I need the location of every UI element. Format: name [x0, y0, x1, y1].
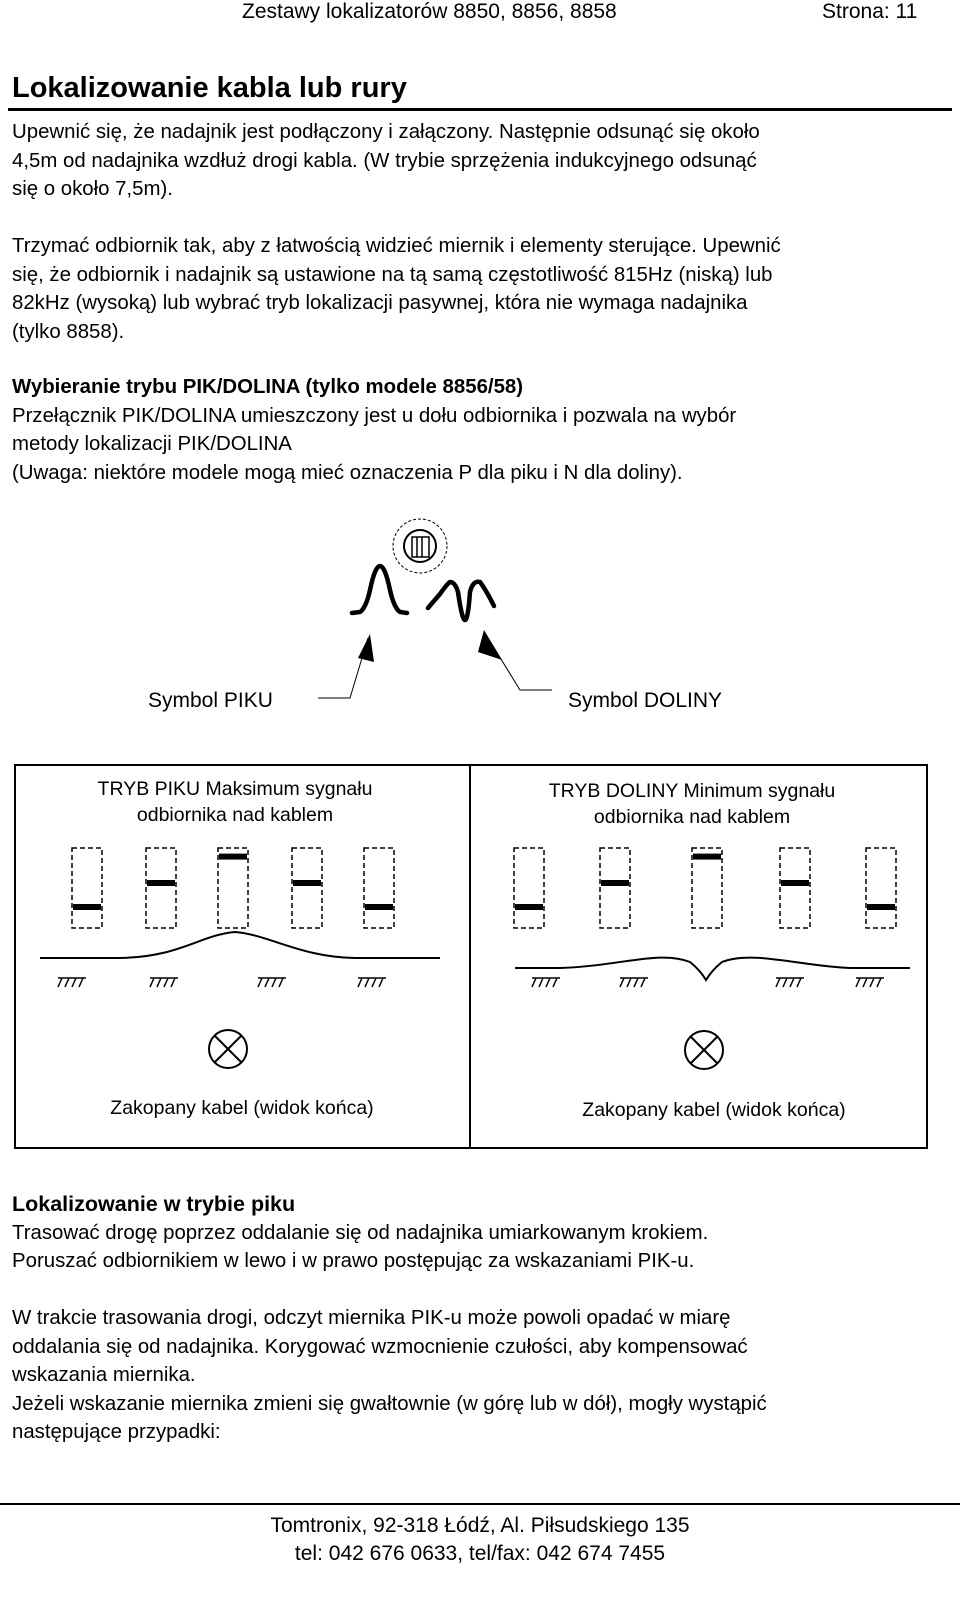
mode-select-heading: Wybieranie trybu PIK/DOLINA (tylko modele 8856/58): [12, 376, 524, 398]
text-line: Trasować drogę poprzez oddalanie się od nadajnika umiarkowanym krokiem.: [12, 1221, 709, 1244]
ground-tick: [258, 978, 262, 987]
ground-tick: [379, 978, 383, 987]
ground-tick: [539, 978, 543, 987]
peak-meter-readings: [72, 848, 394, 928]
ground-tick: [634, 978, 638, 987]
valley-symbol-pointer: [478, 630, 552, 690]
meter-gauge: [146, 848, 176, 928]
ground-tick: [856, 978, 860, 987]
valley-panel-title-line2: odbiornika nad kablem: [593, 806, 791, 828]
peak-symbol-icon: [352, 566, 407, 613]
meter-needle-bar: [147, 880, 175, 886]
valley-signal-curve: [515, 958, 910, 980]
ground-tick: [358, 978, 362, 987]
meter-gauge: [780, 848, 810, 928]
ground-tick: [157, 978, 161, 987]
ground-hatch: [58, 978, 86, 987]
meter-outline: [780, 848, 810, 928]
meter-outline: [72, 848, 102, 928]
meter-outline: [364, 848, 394, 928]
meter-gauge: [292, 848, 322, 928]
section-title: Lokalizowanie kabla lub rury: [12, 72, 407, 104]
peak-symbol-pointer: [318, 634, 374, 698]
page-number: Strona: 11: [822, 0, 918, 23]
ground-tick: [641, 978, 645, 987]
meter-outline: [146, 848, 176, 928]
title-underline: [8, 108, 952, 111]
peak-cable-label: Zakopany kabel (widok końca): [110, 1097, 374, 1119]
ground-tick: [171, 978, 175, 987]
ground-hatch: [776, 978, 804, 987]
text-line: Poruszać odbiornikiem w lewo i w prawo postępując za wskazaniami PIK-u.: [12, 1250, 695, 1272]
meter-outline: [292, 848, 322, 928]
peak-symbol-label: Symbol PIKU: [148, 689, 273, 712]
ground-tick: [72, 978, 76, 987]
ground-tick: [620, 978, 624, 987]
valley-buried-cable-icon: [685, 1031, 723, 1069]
ground-tick: [150, 978, 154, 987]
ground-tick: [553, 978, 557, 987]
meter-gauge: [72, 848, 102, 928]
ground-tick: [65, 978, 69, 987]
meter-needle-bar: [365, 904, 393, 910]
peak-locating-section: [12, 1190, 947, 1276]
ground-tick: [279, 978, 283, 987]
text-line: 4,5m od nadajnika wzdłuż drogi kabla. (W trybie sprzężenia indukcyjnego odsunąć: [12, 149, 757, 172]
meter-gauge: [600, 848, 630, 928]
meter-needle-bar: [781, 880, 809, 886]
ground-tick: [863, 978, 867, 987]
meter-outline: [866, 848, 896, 928]
peak-locating-paragraph-2: [12, 1304, 947, 1447]
valley-symbol-icon: [428, 582, 494, 620]
text-line: 82kHz (wysoką) lub wybrać tryb lokalizacji pasywnej, która nie wymaga nadajnika: [12, 292, 748, 314]
text-line: (tylko 8858).: [12, 320, 125, 343]
peak-buried-cable-icon: [209, 1030, 247, 1068]
ground-hatch: [258, 978, 286, 987]
ground-hatch: [620, 978, 648, 987]
ground-tick: [877, 978, 881, 987]
valley-meter-readings: [514, 848, 896, 928]
peak-valley-switch-icon: [393, 519, 447, 573]
ground-tick: [265, 978, 269, 987]
ground-hatch: [856, 978, 884, 987]
text-line: Trzymać odbiornik tak, aby z łatwością widzieć miernik i elementy sterujące. Upewnić: [12, 235, 781, 257]
meter-needle-bar: [73, 904, 101, 910]
footer-rule: [0, 1503, 960, 1505]
meter-needle-bar: [515, 904, 543, 910]
ground-tick: [372, 978, 376, 987]
meter-gauge: [866, 848, 896, 928]
ground-tick: [627, 978, 631, 987]
meter-outline: [692, 848, 722, 928]
peak-signal-curve: [40, 932, 440, 958]
ground-tick: [58, 978, 62, 987]
text-line: W trakcie trasowania drogi, odczyt miernika PIK-u może powoli opadać w miarę: [12, 1307, 731, 1329]
text-line: Upewnić się, że nadajnik jest podłączony i załączony. Następnie odsunąć się około: [12, 121, 760, 143]
ground-tick: [783, 978, 787, 987]
intro-paragraph-2: [12, 232, 947, 346]
ground-hatch: [358, 978, 386, 987]
ground-hatch: [532, 978, 560, 987]
text-line: oddalania się od nadajnika. Korygować wzmocnienie czułości, aby kompensować: [12, 1335, 748, 1358]
text-line: Przełącznik PIK/DOLINA umieszczony jest u dołu odbiornika i pozwala na wybór: [12, 404, 737, 427]
meter-gauge: [514, 848, 544, 928]
text-line: metody lokalizacji PIK/DOLINA: [12, 433, 292, 455]
ground-tick: [532, 978, 536, 987]
ground-tick: [790, 978, 794, 987]
meter-outline: [600, 848, 630, 928]
document-title: Zestawy lokalizatorów 8850, 8856, 8858: [242, 0, 617, 23]
meter-needle-bar: [601, 880, 629, 886]
ground-tick: [272, 978, 276, 987]
mode-select-section: [12, 373, 947, 487]
meter-outline: [218, 848, 248, 928]
peak-panel-title-line1: TRYB PIKU Maksimum sygnału: [97, 778, 373, 800]
footer-address: Tomtronix, 92-318 Łódź, Al. Piłsudskiego 135: [270, 1514, 690, 1537]
text-line: się, że odbiornik i nadajnik są ustawione na tą samą częstotliwość 815Hz (niską) lub: [12, 263, 773, 286]
intro-paragraph-1: [12, 118, 947, 204]
meter-needle-bar: [693, 854, 721, 860]
valley-cable-label: Zakopany kabel (widok końca): [582, 1099, 846, 1121]
ground-tick: [546, 978, 550, 987]
text-line: (Uwaga: niektóre modele mogą mieć oznaczenia P dla piku i N dla doliny).: [12, 461, 683, 484]
peak-panel-title-line2: odbiornika nad kablem: [136, 804, 334, 826]
peak-valley-figure: [0, 510, 960, 1160]
meter-needle-bar: [867, 904, 895, 910]
text-line: się o około 7,5m).: [12, 178, 173, 200]
ground-tick: [870, 978, 874, 987]
ground-tick: [797, 978, 801, 987]
valley-symbol-label: Symbol DOLINY: [568, 689, 723, 712]
footer-phone: tel: 042 676 0633, tel/fax: 042 674 7455: [294, 1542, 666, 1565]
text-line: następujące przypadki:: [12, 1421, 221, 1443]
meter-gauge: [364, 848, 394, 928]
ground-tick: [79, 978, 83, 987]
ground-hatch: [150, 978, 178, 987]
meter-needle-bar: [293, 880, 321, 886]
meter-needle-bar: [219, 854, 247, 860]
ground-tick: [776, 978, 780, 987]
peak-locating-heading: Lokalizowanie w trybie piku: [12, 1192, 296, 1216]
text-line: wskazania miernika.: [12, 1364, 196, 1386]
ground-tick: [164, 978, 168, 987]
ground-tick: [365, 978, 369, 987]
valley-panel-title-line1: TRYB DOLINY Minimum sygnału: [548, 780, 836, 802]
meter-outline: [514, 848, 544, 928]
text-line: Jeżeli wskazanie miernika zmieni się gwałtownie (w górę lub w dół), mogły wystąpić: [12, 1392, 767, 1415]
meter-gauge: [218, 848, 248, 928]
meter-gauge: [692, 848, 722, 928]
